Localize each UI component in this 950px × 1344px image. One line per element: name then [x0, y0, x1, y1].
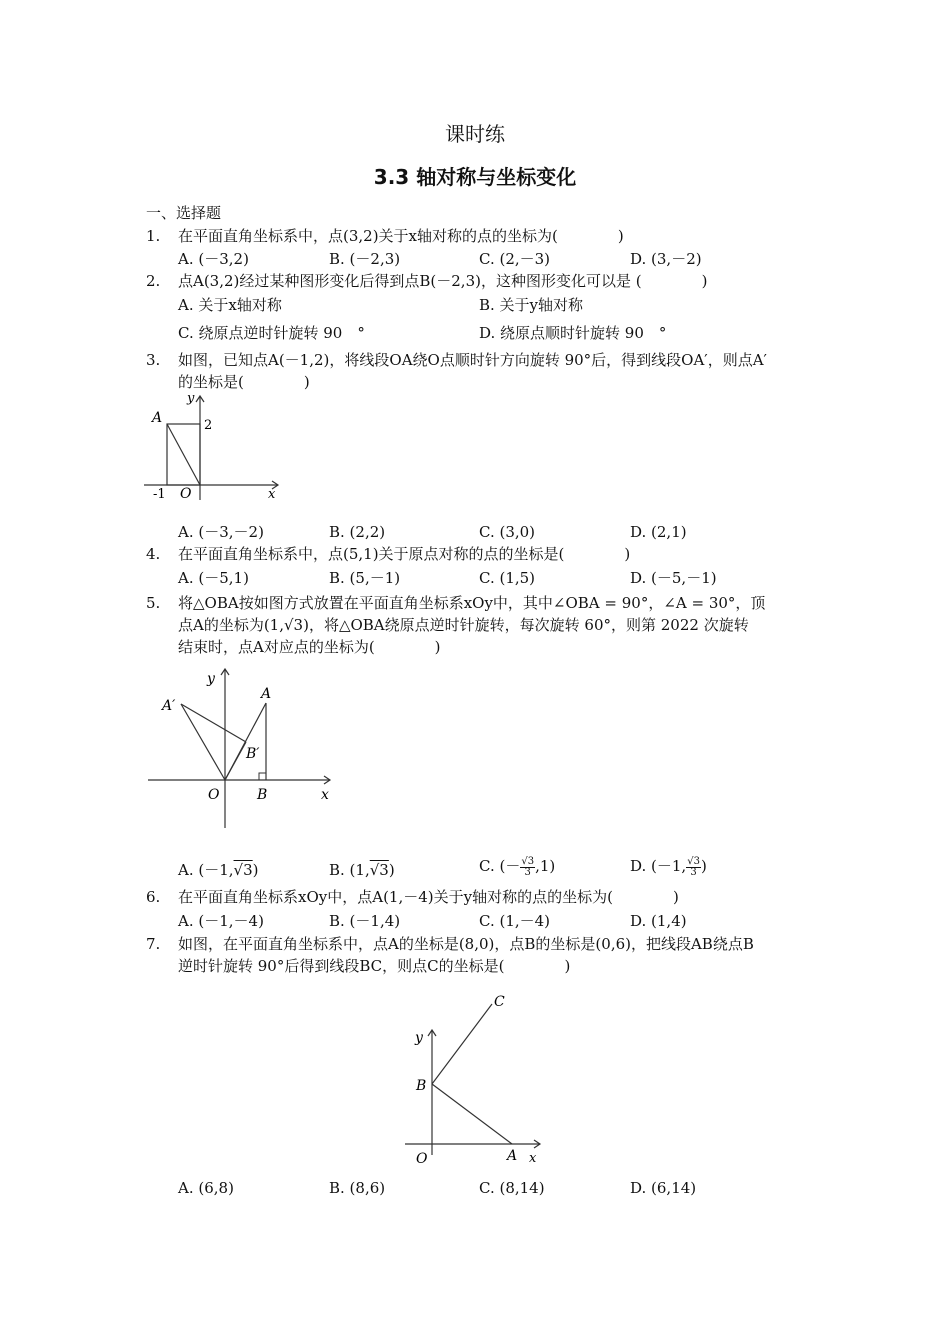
q7-option-a[interactable]: A. (6,8) — [178, 1179, 234, 1197]
q4-option-a[interactable]: A. (－5,1) — [178, 569, 249, 587]
q3-option-c[interactable]: C. (3,0) — [479, 523, 536, 541]
q2-option-b[interactable]: B. 关于y轴对称 — [479, 296, 584, 314]
q2-option-a[interactable]: A. 关于x轴对称 — [178, 296, 282, 314]
q2-option-c[interactable]: C. 绕原点逆时针旋转 90 ° — [178, 324, 365, 342]
q6-option-c[interactable]: C. (1,－4) — [479, 912, 551, 930]
q1-option-d[interactable]: D. (3,－2) — [630, 250, 702, 268]
q6-stem: 在平面直角坐标系xOy中，点A(1,－4)关于y轴对称的点的坐标为( ) — [178, 888, 679, 906]
q5-label-A-prime: A′ — [162, 698, 176, 714]
q5-option-c-text: C. (－ $\frac{√3}{3}$ ,1) — [479, 855, 556, 878]
q7-option-c[interactable]: C. (8,14) — [479, 1179, 545, 1197]
q5-label-y: y — [207, 671, 215, 687]
q5-option-d[interactable] — [630, 856, 707, 878]
q7-stem-line1: 如图，在平面直角坐标系中，点A的坐标是(8,0)，点B的坐标是(0,6)，把线段AB绕点B — [178, 935, 754, 953]
q7-label-x: x — [529, 1151, 537, 1166]
section-heading: 一、选择题 — [146, 204, 222, 222]
q5-option-b[interactable] — [329, 860, 395, 880]
q6-option-b[interactable]: B. (－1,4) — [329, 912, 401, 930]
q5-option-a-text: A. (－1,√3) — [178, 861, 259, 879]
q7-label-B: B — [416, 1078, 427, 1094]
q7-label-y: y — [415, 1030, 423, 1046]
q7-label-A: A — [507, 1148, 518, 1164]
q3-label-2: 2 — [204, 418, 213, 433]
q3-stem-line1: 如图，已知点A(－1,2)，将线段OA绕O点顺时针方向旋转 90°后，得到线段OA′，则点A′ — [178, 351, 767, 369]
q4-option-d[interactable]: D. (－5,－1) — [630, 569, 717, 587]
q7-figure — [400, 990, 550, 1170]
q6-number: 6. — [146, 888, 161, 906]
q7-stem-line2: 逆时针旋转 90°后得到线段BC，则点C的坐标是( ) — [178, 957, 571, 975]
q4-option-b[interactable]: B. (5,－1) — [329, 569, 401, 587]
q5-stem-line1: 将△OBA按如图方式放置在平面直角坐标系xOy中，其中∠OBA = 90°，∠A = 30°，顶 — [178, 594, 766, 612]
q1-stem: 在平面直角坐标系中，点(3,2)关于x轴对称的点的坐标为( ) — [178, 227, 624, 245]
q5-option-b-text: B. (1,√3) — [329, 861, 395, 879]
q7-label-C: C — [494, 994, 505, 1010]
q1-option-c[interactable]: C. (2,－3) — [479, 250, 551, 268]
q5-label-B: B — [257, 787, 268, 803]
q5-stem-line2: 点A的坐标为(1,√3)，将△OBA绕原点逆时针旋转，每次旋转 60°，则第 2022 次旋转 — [178, 616, 749, 634]
q7-number: 7. — [146, 935, 161, 953]
q5-label-B-prime: B′ — [246, 746, 260, 762]
q3-stem-line2: 的坐标是( ) — [178, 373, 310, 391]
q3-option-a[interactable]: A. (－3,－2) — [178, 523, 264, 541]
q7-option-d[interactable]: D. (6,14) — [630, 1179, 697, 1197]
q3-number: 3. — [146, 351, 161, 369]
q5-figure — [145, 666, 340, 831]
q5-label-O: O — [208, 787, 220, 803]
lesson-title: 3.3 轴对称与坐标变化 — [373, 165, 577, 189]
q2-stem: 点A(3,2)经过某种图形变化后得到点B(－2,3)，这种图形变化可以是 ( ) — [178, 272, 708, 290]
q4-option-c[interactable]: C. (1,5) — [479, 569, 536, 587]
q3-label-y: y — [187, 391, 195, 406]
q7-label-O: O — [416, 1151, 428, 1167]
q4-number: 4. — [146, 545, 161, 563]
q3-figure — [140, 388, 290, 503]
q5-option-d-text: D. (－1, $\frac{√3}{3}$ ) — [630, 855, 707, 878]
q5-stem-line3: 结束时，点A对应点的坐标为( ) — [178, 638, 441, 656]
q7-option-b[interactable]: B. (8,6) — [329, 1179, 386, 1197]
q6-option-a[interactable]: A. (－1,－4) — [178, 912, 264, 930]
q1-option-a[interactable]: A. (－3,2) — [178, 250, 249, 268]
q1-number: 1. — [146, 227, 161, 245]
q5-option-a[interactable] — [178, 860, 259, 880]
q3-option-d[interactable]: D. (2,1) — [630, 523, 687, 541]
q5-label-A: A — [261, 686, 272, 702]
q5-label-x: x — [321, 787, 329, 803]
q2-number: 2. — [146, 272, 161, 290]
q3-label-O: O — [180, 486, 192, 502]
q3-label-neg1: -1 — [153, 487, 166, 502]
q4-stem: 在平面直角坐标系中，点(5,1)关于原点对称的点的坐标是( ) — [178, 545, 631, 563]
q3-label-x: x — [268, 487, 276, 502]
q5-number: 5. — [146, 594, 161, 612]
page-title: 课时练 — [445, 122, 505, 146]
q3-label-A: A — [152, 410, 163, 426]
q2-option-d[interactable]: D. 绕原点顺时针旋转 90 ° — [479, 324, 667, 342]
q3-option-b[interactable]: B. (2,2) — [329, 523, 386, 541]
q6-option-d[interactable]: D. (1,4) — [630, 912, 687, 930]
q1-option-b[interactable]: B. (－2,3) — [329, 250, 401, 268]
q5-option-c[interactable] — [479, 856, 555, 878]
